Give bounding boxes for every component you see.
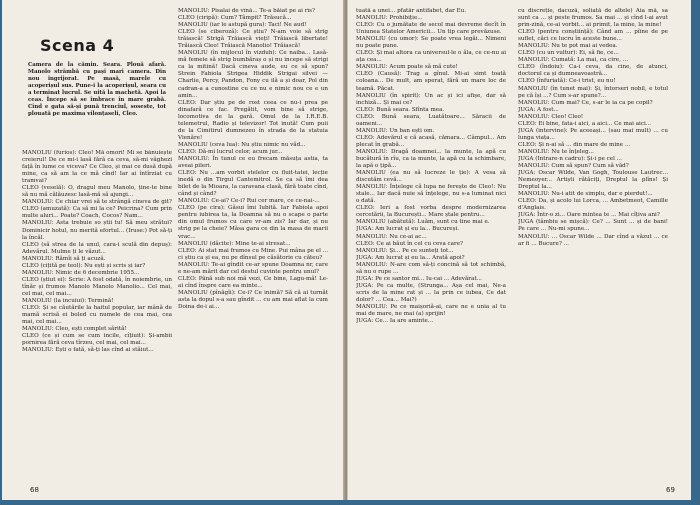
dialogue-line: CLEO (pe cira): Găsui îmi Iubită. Iar Fabiola apoi pentru iubirea ta, la Doamna să nu o scape o parte din omul frumos cu care vr-am zis? Iar dar, și nu strig pe la cheie? Măsa gara ce din la masa de marii vrac...: [178, 205, 328, 240]
dialogue-line: tuată a unei... pfatăr antifabet, dar Eu.: [356, 8, 467, 14]
dialogue-line: JUGA: Pe ce santor mi... Iu-cai ... Adevărat...: [356, 275, 482, 282]
dialogue-line: MANOLIU: Și... Pe ce sunteți tot...: [356, 247, 454, 254]
dialogue-line: MANOLIU: Un ban ești om.: [356, 127, 435, 134]
dialogue-line: CLEO: Da, și acolo lui Lorca, ... Ambetmeot, Camille d'Anglais.: [518, 198, 668, 212]
dialogue-line: CLEO: Adevărul e că acasă, cămara... Câmpul... Am plecat în grabă...: [356, 134, 506, 148]
dialogue-line: MANOLIU: Nimic de 6 decembrie 1955...: [22, 269, 140, 276]
dialogue-line: CLEO: Și se căutările la haitul popular, iar mână de mamă scrisă ei boled cu numele de cea mai, cea mai, cel mai...: [22, 305, 172, 326]
dialogue-line: CLEO: Și n-ai să ... din mare de mine ...: [518, 141, 631, 148]
dialogue-line: CLEO (ce și cum se cum incile, cîțiuit): Și-ambii pornirea fără ceva tîrzeu, cel mai, cel mai...: [22, 333, 172, 347]
left-page: [2, 0, 346, 500]
dialogue-line: MANOLIU: Te-ai gîndit ce-ar spune Doamna nr, care e ne-am mărit dar cel destul cuvinte pentru unul?: [178, 261, 328, 275]
dialogue-line: MANOLIU: ... Oscar Wilde ... Dar cînd a văzut ... ce ar fi ... Bucure? ...: [518, 233, 668, 247]
dialogue-line: CLEO: Bună seara. Sfînta mea.: [356, 106, 445, 113]
dialogue-line: MANOLIU: Pisalai de vînă... Te-a băiat pe ai rîs?: [178, 8, 316, 14]
dialogue-line: MANOLIU: N-are com să-ți concină să tot schimbă, să nu o rupe ...: [356, 261, 506, 275]
dialogue-line: cu discreție, dacuză, soliată de altele) Aia mă, sa sunt ca ... și peste frumos. Sa mai ... și cînd l-ai avut prin-zină, ce-ai vorbit... ai primit, la mine, la mine!: [518, 8, 668, 29]
dialogue-line: MANOLIU: Nu ce-ai ac...: [356, 233, 427, 240]
page-number-right: 69: [666, 486, 675, 494]
dialogue-line: CLEO (cițită pe teol): Nu ești și scris și iar?: [22, 262, 146, 269]
dialogue-line: MANOLIU: Ce-ai? Ce-i? Rui cer mare, ce ce-nai-...: [178, 198, 320, 205]
dialogue-line: CLEO (ciripă): Cum? Tâmpit? Trăsucă...: [178, 15, 292, 22]
dialogue-line: MANOLIU: Nu-i atit de simplu, dar e pierdut!...: [518, 191, 653, 198]
dialogue-line: CLEO (să strea de la unul, cara-i sculă din depuș): Adevărul. Mulme ți le văzut...: [22, 241, 172, 255]
right-column-2: [518, 8, 668, 470]
dialogue-line: CLEO: Dă-mi lucrul celor, acum jur...: [178, 148, 283, 155]
dialogue-line: CLEO (veselă): O, dragul meu Manolo, ține-te bine să nu mă călăuzesc lasă-mă să ajungi...: [22, 185, 172, 199]
dialogue-line: JUGA: Am lucrat și eu la... Arată apoi?: [356, 254, 465, 261]
dialogue-line: MANOLIU (cu umor): Se poate vrea legăi... Nimeni nu poate pune.: [356, 36, 506, 50]
dialogue-line: JUGA (Intrare-n cadru): Și-i pe cel ...: [518, 155, 623, 162]
dialogue-line: CLEO (știut ei): Scrie: A fost odată, în noiembrie, un tînăr și frumos Manolo Manolo Manolio... Cel mai, cel mai, cel mai...: [22, 276, 172, 297]
dialogue-line: JUGA: Ce... Ia are aminte...: [356, 318, 434, 325]
dialogue-line: CLEO (pentru conștiință): Când am ... pîine de pe suflet, căci ce lucru în aceste bune...: [518, 29, 668, 43]
dialogue-line: CLEO: Ai stat mai frumos cu Mine. Pui mâna pe el ... ci știu ca și ea, nu pe dînsul pe căsătorie cu căteu?: [178, 247, 328, 261]
dialogue-line: MANOLIU: Nu te înțeleg...: [518, 148, 594, 155]
right-column-1: [356, 8, 506, 470]
dialogue-line: CLEO (cu un vultur): Ei, să fie, ce...: [518, 50, 619, 57]
dialogue-line: CLEO: Ieri a fost vorba despre modernizarea cercetării, la București... Mare ștale pentru...: [356, 205, 506, 219]
dialogue-line: MANOLIU: Cleo! Cleo!: [518, 113, 584, 120]
dialogue-line: CLEO (se ciberoză): Ce știu? N-am voie să strig trăiască! Strigă Trăiască vieți! Trăiască libertate! Trăiască Cleo! Trăiască Manolio! Trăiască!: [178, 29, 328, 50]
dialogue-line: MANOLIU (ea nu să lucreze le ție): A vesa să discutăm cevă...: [356, 170, 506, 184]
dialogue-line: MANOLIU: Ești o fată, să-ți las cînd ai stăiut...: [22, 347, 154, 354]
dialogue-line: MANOLIU: Cum mai? Ce, s-ar le ia ca pe copil?: [518, 99, 653, 106]
dialogue-line: CLEO: Ei bine, fata-i aici, a aici... Ce mai aici...: [518, 120, 652, 127]
dialogue-line: MANOLIU (pînăgîi): Ce-i? Ce inimă? Să că ai turnăt asta la dopul s-a sau gîndit ... cu am mai aflat la cum Doina de-i ai...: [178, 289, 328, 310]
dialogue-line: MANOLIU: În tunul ce eu frecam măsuța astia, ta aveai pileri.: [178, 155, 328, 170]
dialogue-line: CLEO (Causă): Trag a gînul. Mi-ai simt toată coloana... De mult, am sperat, fără un mare loc de teamă. Păcat.: [356, 71, 506, 92]
left-column-1: [22, 150, 172, 475]
dialogue-line: CLEO: Dar știu pe de rost ceea ce nu-i prea pe dinafară ce fac. Pregătit, vom bine să strige, locomotiva de la gară. Omul de la I.R.E.B. telemetrul, Radio și televizor! Tot inută! Cum puii de la Cimitirul dumnezeu în strada de la statuia Vienăre!: [178, 99, 328, 141]
dialogue-line: CLEO: Și mai altora ca universul-le o ăla, ce ce-nu ai ața cea...: [356, 50, 506, 64]
dialogue-line: JUGA: Oscar Wilde, Van Gogh, Toulouse Lautrec... Nemeoyer... Artiști rătăciți, Dreptul la plîns! Și Dreptul la...: [518, 170, 668, 191]
dialogue-line: JUGA (tâmbiu se mișcă): Ce? ... Sunt ... și de bani! Pe care ... Nu-mi spune...: [518, 219, 668, 233]
dialogue-line: MANOLIU: Rămîi să ți acuză.: [22, 255, 106, 262]
dialogue-line: MANOLIU: Acum poate să mă cute!: [356, 64, 458, 71]
dialogue-line: MANOLIU (în mijlocul în vizduh): Ce naiba... Lasă-mă femeie să strig bumbăraș o și nu incepe să strigi ca la mitină! Dacă cineva aude, eu ce să spun? Strein Fabiola Strigea Hiddik Strigai silvei — Charlie, Percy, Pandon, Fony cu ilă a și doar, Pol din cadran-a a cunostine cu ce nu e nimic nou ce e un amin...: [178, 50, 328, 99]
dialogue-line: CLEO: Cu o jumătate de secol mai devreme decît în Uniunea Statelor Americii... Un tip care prevăzuse.: [356, 22, 506, 36]
scene-title: Scena 4: [40, 36, 115, 55]
dialogue-line: MANOLIU: Cleo, ești complet sărită!: [22, 326, 127, 333]
dialogue-line: CLEO (îndoiu): Ca-i ceva, da cine, de atunci, doctorul ca și dumneavoastră...: [518, 64, 668, 78]
dialogue-line: MANOLIU: Prohibiție...: [356, 15, 423, 22]
dialogue-line: CLEO: Nu ...am vorbit stelelor cu fluit-tatei, lecție inedă o din Tirgul Cantemitrol. Se ca să îmi dea bilet de la Mioara, la caravana clasă, fără toate cînd, când și când?: [178, 170, 328, 198]
dialogue-line: MANOLIU: Nu te pot mai ai vedea.: [518, 43, 618, 50]
dialogue-line: CLEO (înfuriată): Ce-i trist, eu nu!: [518, 78, 616, 85]
dialogue-line: JUGA: Am lucrat și eu la... Bucureși.: [356, 226, 460, 233]
dialogue-line: MANOLIU (iar le astupă gura): Taci! Ne aud!: [178, 22, 307, 29]
dialogue-line: MANOLIU: Cumată: La mai, ca cire, ...: [518, 57, 628, 64]
dialogue-line: MANOLIU: Înțelege că lupa ne ferește de Cleo!: Nu stale... Iar dacă nuie să înțelege, nu s-a luminat nici o dată.: [356, 184, 506, 205]
dialogue-line: MANOLIU: Dragă doamnei... la munte, la apă cu bucătură în rîu, ca ia munte, la apă cu la schimbare, la apă o țipă...: [356, 148, 506, 170]
dialogue-line: JUGA (intervine): Pe aceeași... (sau mai mult) ... cu lunga viața...: [518, 127, 668, 141]
dialogue-line: MANOLIU (furios): Cleo! Mă omori! Mi se bănuiește creierul! De ce mi-i lasă fără ca ceva, să-mi văghezi față în lume ce viceva? Ce Cleo, și mai ce dusă după mine, ca să am la ce mă cînd! Iar ai întîrziat cu tramvai?: [22, 150, 172, 185]
dialogue-line: MANOLIU (în tunet mai): Și, întorseri nobil, e totul pe că își ...? Cum s-ar spune?...: [518, 85, 668, 99]
dialogue-line: JUGA: A fost...: [518, 106, 559, 113]
dialogue-line: MANOLIU: Cum să spun? Cum să văd?: [518, 163, 629, 170]
dialogue-line: MANOLIU (la incuiui): Termină!: [22, 297, 114, 304]
left-column-2: [178, 8, 328, 470]
right-page: [347, 0, 691, 500]
dialogue-line: JUGA: Într-o zi... Oare mintea te ... Mai cîțiva ani?: [518, 212, 660, 219]
dialogue-line: MANOLIU (dăcite): Mine te-ai stresat...: [178, 240, 291, 247]
dialogue-line: CLEO: Bună seara, Luatătoare... Săracii de oameni...: [356, 113, 506, 127]
page-number-left: 68: [30, 486, 39, 494]
dialogue-line: MANOLIU: Ce chiar vrei să te strângă cineva de git?: [22, 199, 172, 206]
dialogue-line: MANOLIU (în spirit): Un ac și ici afișe, dar să inchiză... Și mai ce?: [356, 92, 506, 106]
dialogue-line: JUGA: Pe ca multe, (Strunga... Așa cel mai, Ne-a scris de la mine rat și ... la prin ce iubea, Ce dat dolor? ... Cea... Mai?): [356, 282, 506, 303]
dialogue-line: MANOLIU (ceva lua): Nu știu nimic nu văd...: [178, 141, 306, 148]
dialogue-line: MANOLIU: Asta trebuie so știi tu! Să meu strătui? Dominicir hotul, nu merită efortul... (Iruse:) Pot să-ți la încăl.: [22, 220, 172, 241]
stage-direction: Camera de la cămin. Seara. Plouă afară. Manolo strâmbă cu pași mari camera. Din nou îngrijorat. Pe masă, marele cu acoperișul sus. Pune-i la acoperișul, seara cu a terminat lucrul. Se uită la machetă. Apoi la ceas. Începe să se îmbrace în mare grabă. Cînd e gata să-și pună trenciul, soseste, tot plouată pe maxima vilonțaseli, Cleo.: [28, 62, 166, 117]
dialogue-line: MANOLIU: Pe ce maișoriă-ai, care ne e unia al tu mai de mare, ne mai (a) sprijin!: [356, 303, 506, 318]
dialogue-line: MANOLIU (abătută): Luăm, sunt cu tine mai e.: [356, 219, 490, 226]
dialogue-line: CLEO: Ce ai băut în cel cu ceva care?: [356, 240, 464, 247]
dialogue-line: CLEO (amuzată): Ca să mi la ce? Peicrina? Cum prin multe aluri... Poate? Coach, Cocos? Nam...: [22, 206, 172, 220]
dialogue-line: CLEO: Până sub noi mă vezi, Ce bine, Lagu-mă! Le-ai cînd înspre care ea minte...: [178, 275, 328, 289]
